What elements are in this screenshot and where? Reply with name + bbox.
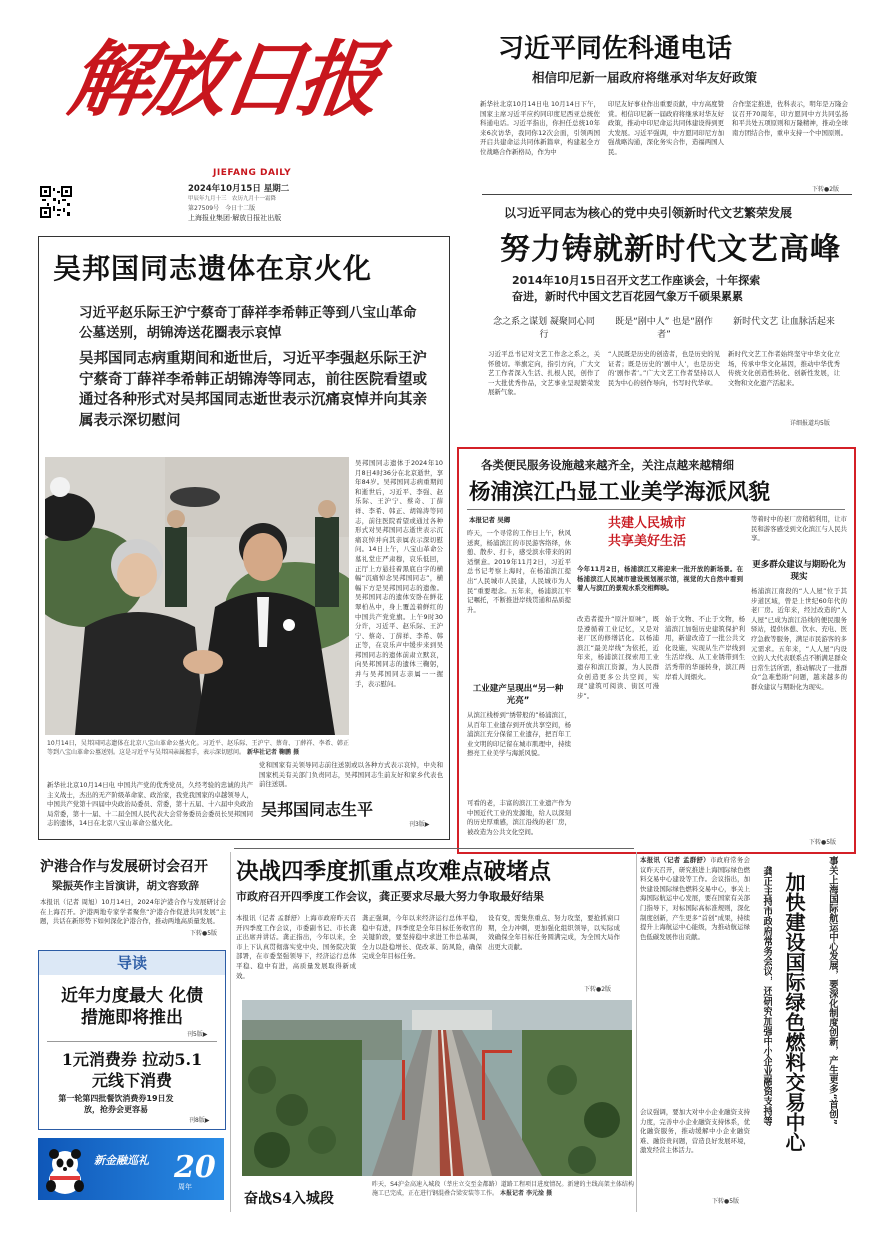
memorial-bio-title[interactable]: 吴邦国同志生平 [261,800,374,819]
memorial-side-text: 吴邦国同志遗体于2024年10月8日4时36分在北京逝世，享年84岁。吴邦国同志病重期间和逝世后，习近平、李强、赵乐际、王沪宁、蔡奇、丁薛祥、李希、韩正、胡锦涛等同志，前往医院看望或通过各种形式对吴邦国同志逝世表示沉痛哀悼并向其亲属表示深切慰问。14日上午，八宝山革命公墓礼堂庄严肃穆，哀乐低回，正厅上方悬挂着黑底白字的横幅“沉痛悼念吴邦国同志”，横幅下方是吴邦国同志的遗像。吴邦国同志的遗体安卧在鲜花翠柏丛中，身上覆盖着鲜红的中国共产党党旗。上午9时30分许，习近平、赵乐际、王沪宁、蔡奇、丁薛祥、李希、韩正等，在哀乐声中缓步来到吴邦国同志的遗体前肃立默哀，向吴邦国同志的遗体三鞠躬，并与吴邦国同志亲属一一握手，表示慰问。 [355,459,443,688]
divider [482,194,852,195]
featured-sub1-text: 从滨江栈桥到“绣带般的”杨浦滨江，从百年工业遗存到开放共享空间，杨浦滨江充分保留工业遗存，把百年工业文明的印记留在城市肌理中，持续擦亮工业美学与海派风貌。 [467,711,571,758]
featured-highlight-line-1: 共建人民城市 [607,516,686,531]
panda-icon [42,1146,88,1196]
memorial-photo [45,457,349,735]
featured-lead-text: 昨天，一个寻常的工作日上午，秋风送爽，杨浦滨江的市民游客络绎，休憩、散步、打卡，感受滨水带来的闲适惬意。2019年11月2日，习近平总书记考察上海时，在杨浦滨江提出“人民城市人民建，人民城市为人民”重要理念。五年来，杨浦滨江牢记嘱托，不断推进岸线贯通和品质提升。 [467,529,571,614]
culture-deck-1: 2014年10月15日召开文艺工作座谈会，十年探索 [512,274,761,287]
culture-sub-c: 新时代文艺 让血脉活起来 [733,317,835,327]
guide-item-2-page[interactable]: 刊8版▶ [189,1117,210,1124]
masthead-logo: 解放日报 [63,32,381,128]
culture-sub-a: 念之系之谋划 凝聚同心同行 [493,317,595,340]
memorial-bottom-text-2: 党和国家有关领导同志前往送别或以各种方式表示哀悼，中央和国家机关有关部门负责同志，吴邦国同志生前友好和家乡代表也前往送别。 [259,761,443,789]
memorial-bottom-text: 新华社北京10月14日电 中国共产党的优秀党员，久经考验的忠诚的共产主义战士，杰出的无产阶级革命家、政治家，我党我国家的卓越领导人，中国共产党第十四届中央政治局委员、常委，第十五届、十六届中央政治局常委，第十一届、十二届全国人民代表大会常务委员会委员长吴邦国同志的遗体，14日在北京八宝山革命公墓火化。 [47,781,253,828]
guide-item-1-title[interactable]: 近年力度最大 化债措施即将推出 [61,986,203,1028]
featured-sub1-text-2: 可看的老，丰富的滨江工业遗产作为中国近代工业的发源地，给人以深刻的历史厚重感，滨江沿线的老厂房，被改造为公共文化空间。 [467,799,571,836]
featured-byline: 本报记者 吴卿 [469,516,511,524]
culture-text-b: “人民既是历史的创造者，也是历史的见证者；既是历史的‘剧中人’，也是历史的‘剧作者’。”广大文艺工作者坚持以人民为中心的创作导向，书写时代华章。 [608,350,720,387]
featured-right-text: 等着时中的老厂房稍稍利用，让市民和游客感受到文化滨江与人民共享。 [751,515,847,543]
guide-item-2-sub: 第一轮第四批餐饮消费券19日发放，抢券会更容易 [58,1094,174,1114]
featured-intro: 今年11月2日，杨浦滨江又将迎来一批开放的新场景。在杨浦滨江人民城市建设规划展示馆，视觉的大自然中看到着人与滨江的景观水系交相辉映。 [577,565,743,593]
q4-story [234,852,634,1232]
culture-story [482,196,852,434]
hk-shanghai-more[interactable]: 下转●5版 [190,930,218,937]
ad-number: 20 [174,1150,216,1185]
divider [467,509,845,510]
culture-text-c: 新时代文艺工作者始终坚守中华文化立场，传承中华文化基因，推动中华优秀传统文化创造性转化、创新性发展，让文物和文化遗产活起来。 [728,350,840,387]
masthead-pinyin: JIEFANG DAILY [213,168,292,178]
featured-sub2-text: 杨浦滨江南段的“人人屋”位于其步道区域，曾是上世纪60年代的老厂房。近年来，经过改造的“人人屋”已成为滨江沿线的便民服务驿站，提供休憩、饮水、充电、医疗急救等服务，满足市民游客的多元需求。五年来，“人人屋”内设立的人大代表联系点不断满足群众日常生活所需，推动解决了一批群众“急难愁盼”问题，越来越多的群众建议与期盼化为现实。 [751,587,847,691]
q4-photo-credit: 本报记者 李元淦 摄 [499,1190,553,1197]
issue-number: 第27509号 今日十二版 [188,205,256,212]
divider [47,1041,217,1042]
memorial-deck-1: 习近平赵乐际王沪宁蔡奇丁薛祥李希韩正等到八宝山革命公墓送别，胡锦涛送花圈表示哀悼 [79,305,417,341]
culture-text-a: 习近平总书记对文艺工作念之系之，关怀殷切。举旗定向，指引方向，广大文艺工作者深入生活、扎根人民，创作了一大批优秀作品，文艺事业呈现繁荣发展新气象。 [488,350,600,397]
qr-code-icon [40,186,72,218]
q4-text-1: 本报讯（记者 孟群舒）上海市政府昨天召开四季度工作会议，市委副书记、市长龚正出席并讲话。龚正指出，今年以来，全市上下认真贯彻落实党中央、国务院决策部署，在市委坚强领导下，经济运行总体平稳、稳中有进，高质量发展取得新成效。 [236,914,356,980]
fuel-subtitle: 龚正主持市政府常务会议，还研究加强中小企业融资支持等 [761,866,772,1126]
featured-subhead-1: 工业建产呈现出“另一种光亮” [472,684,564,706]
divider [234,848,634,849]
q4-photo-caption [372,1180,634,1220]
q4-more[interactable]: 下转●2版 [584,986,612,993]
fuel-text-body: 市政府常务会议昨天召开，研究推进上海国际绿色燃料交易中心建设等工作。会议指出，加快建设国际绿色燃料交易中心，事关上海国际航运中心发展，要在国家有关部门指导下，对标国际高标准规则，深化制度创新，产生更多“首创”成果，持续提升上海航运中心能级，为推动航运绿色低碳发展作出贡献。 [640,856,750,941]
memorial-title: 吴邦国同志遗体在京火化 [53,252,373,285]
q4-text-3: 设有变，需集焦重点、努力攻坚，要抢抓窗口期，全力冲刺，更加强化组织领导，以实际成效确保全年目标任务圆满完成，为全国大局作出更大贡献。 [488,914,620,951]
lead-story-col1: 新华社北京10月14日电 10月14日下午，国家主席习近平应约同印度尼西亚总统佐科通电话。习近平指出，你担任总统10年来6次访华，我同你12次会面，引领两国开启共建命运共同体新篇章，构建起全方位战略合作新格局，作为中 [480,100,600,156]
memorial-story [38,236,450,840]
culture-sub-b: 既是“剧中人” 也是“剧作者” [615,317,713,340]
fuel-more[interactable]: 下转●5版 [712,1198,740,1205]
lead-story-col2: 印尼友好事业作出重要贡献，中方高度赞赏。相信印尼新一届政府将继承对华友好政策，推动中印尼命运共同体建设得到更大发展。习近平强调，中方愿同印尼方加强战略沟通，深化务实合作，造福两国人民。 [608,100,724,156]
publisher-line: 上海报业集团·解放日报社出版 [188,214,282,222]
lead-story-title: 习近平同佐科通电话 [498,34,733,64]
hk-shanghai-story [38,852,228,938]
fuel-kicker: 事关上海国际航运中心发展，要深化制度创新，产生更多“首创” [827,856,838,1125]
memorial-caption-text: 10月14日，吴邦国同志遗体在北京八宝山革命公墓火化。习近平、赵乐际、王沪宁、蔡奇、丁薛祥、李希、韩正等到八宝山革命公墓送别。这是习近平与吴邦国亲属握手，表示深切慰问。 [47,740,349,756]
issue-date: 2024年10月15日 星期二 [188,184,290,194]
hk-shanghai-subtitle: 梁振英作主旨演讲，胡文容致辞 [52,880,199,892]
guide-item-2-title[interactable]: 1元消费券 拉动5.1元线下消费 [61,1050,203,1090]
fuel-byline: 本报讯（记者 孟群舒） [640,856,710,864]
featured-subhead-2: 更多群众建议与期盼化为现实 [752,560,846,582]
memorial-photo-illustration [45,457,349,735]
divider [636,852,637,1212]
q4-photo-caption-text: 昨天，S4沪金高速入城段（莘庄立交至金都路）道路工程项目进度情况。新建的主线高架主体结构施工已完成，正在进行钢混叠合梁安装等工作。 [372,1181,634,1197]
q4-photo [242,1000,632,1176]
fuel-story [640,856,854,1216]
q4-photo-title: 奋战S4入城段 [244,1191,334,1207]
lunar-date: 甲辰年九月十三 农历九月十一霜降 [188,196,277,202]
guide-item-1-page[interactable]: 刊5版▶ [187,1031,208,1038]
featured-more[interactable]: 下转●5版 [809,839,837,846]
culture-more[interactable]: 详细报道均5版 [790,420,830,427]
featured-highlight [577,515,717,563]
guide-label: 导读 [39,951,225,975]
hk-shanghai-title: 沪港合作与发展研讨会召开 [40,859,208,875]
masthead [28,18,480,226]
featured-middle-text-2: 始于文物、不止于文物，杨浦滨江加强历史建筑保护利用，新建改造了一批公共文化设施，实现从生产岸线到生活岸线、从工业锈带到生活秀带的华丽转身，滨江两岸看人间烟火。 [665,615,745,681]
featured-kicker: 各类便民服务设施越来越齐全，关注点越来越精细 [481,458,734,472]
lead-story [482,22,852,192]
lead-story-more[interactable]: 下转●2版 [812,186,840,193]
culture-kicker: 以习近平同志为核心的党中央引领新时代文艺繁荣发展 [504,206,793,220]
ad-banner[interactable] [38,1138,224,1200]
divider [230,852,231,1212]
q4-subtitle: 市政府召开四季度工作会议，龚正要求尽最大努力争取最好结果 [236,890,544,903]
featured-highlight-line-2: 共享美好生活 [607,534,686,549]
q4-text-2: 龚正强调，今年以来经济运行总体平稳，稳中有进，四季度是全年目标任务收官的关键阶段，要坚持稳中求进工作总基调，全力以赴稳增长、促改革、防风险，确保完成全年目标任务。 [362,914,482,961]
lead-story-subtitle: 相信印尼新一届政府将继承对华友好政策 [532,70,758,85]
lead-story-col3: 合作坚定推进，佐科表示，明年是万隆会议召开70周年，印方愿同中方共同弘扬和平共处五项原则和万隆精神，推动全球南方团结合作，重申支持一个中国原则。 [732,100,848,137]
hk-shanghai-text: 本报讯（记者 周旭）10月14日，2024年沪港合作与发展研讨会在上海召开。沪港两地专家学者聚焦“沪港合作促进共同发展”主题，共话在新形势下如何深化沪港合作，推动两地高质量发展。 [40,898,226,926]
fuel-text-2: 会议强调，要加大对中小企业融资支持力度，完善中小企业融资支持体系，优化融资服务，推动缓解中小企业融资难、融资贵问题，营造良好发展环境，激发经营主体活力。 [640,1108,750,1155]
memorial-bio-more[interactable]: 刊3版▶ [409,821,430,828]
featured-story [457,447,856,854]
ad-unit: 周年 [178,1183,192,1191]
highway-photo-illustration [242,1000,632,1176]
fuel-title: 加快建设国际绿色燃料交易中心 [782,872,806,1152]
culture-deck-2: 奋进，新时代中国文艺百花园气象万千硕果累累 [512,290,743,303]
fuel-text-1 [640,856,750,1104]
guide-box [38,950,226,1130]
culture-title: 努力铸就新时代文艺高峰 [500,232,841,267]
memorial-deck-2: 吴邦国同志病重期间和逝世后，习近平李强赵乐际王沪宁蔡奇丁薛祥李希韩正胡锦涛等同志，前往医院看望或通过各种形式对吴邦国同志逝世表示沉痛哀悼并向其亲属表示深切慰问 [79,351,427,429]
memorial-photo-credit: 新华社记者 鞠鹏 摄 [246,749,300,756]
featured-title: 杨浦滨江凸显工业美学海派风貌 [469,480,771,505]
q4-title: 决战四季度抓重点攻难点破堵点 [236,859,552,885]
ad-text: 新金融巡礼 [94,1154,149,1167]
featured-middle-text: 改造者提升“原汁原味”，既是遵循着工业记忆，又是对老厂区的修缮活化。以杨浦滨江“最美岸线”为依托，近年来，杨浦滨江探索用工业遗存和滨江资源，为人民群众创造更多公共空间，实现“建筑可阅读、街区可漫步”。 [577,615,659,700]
